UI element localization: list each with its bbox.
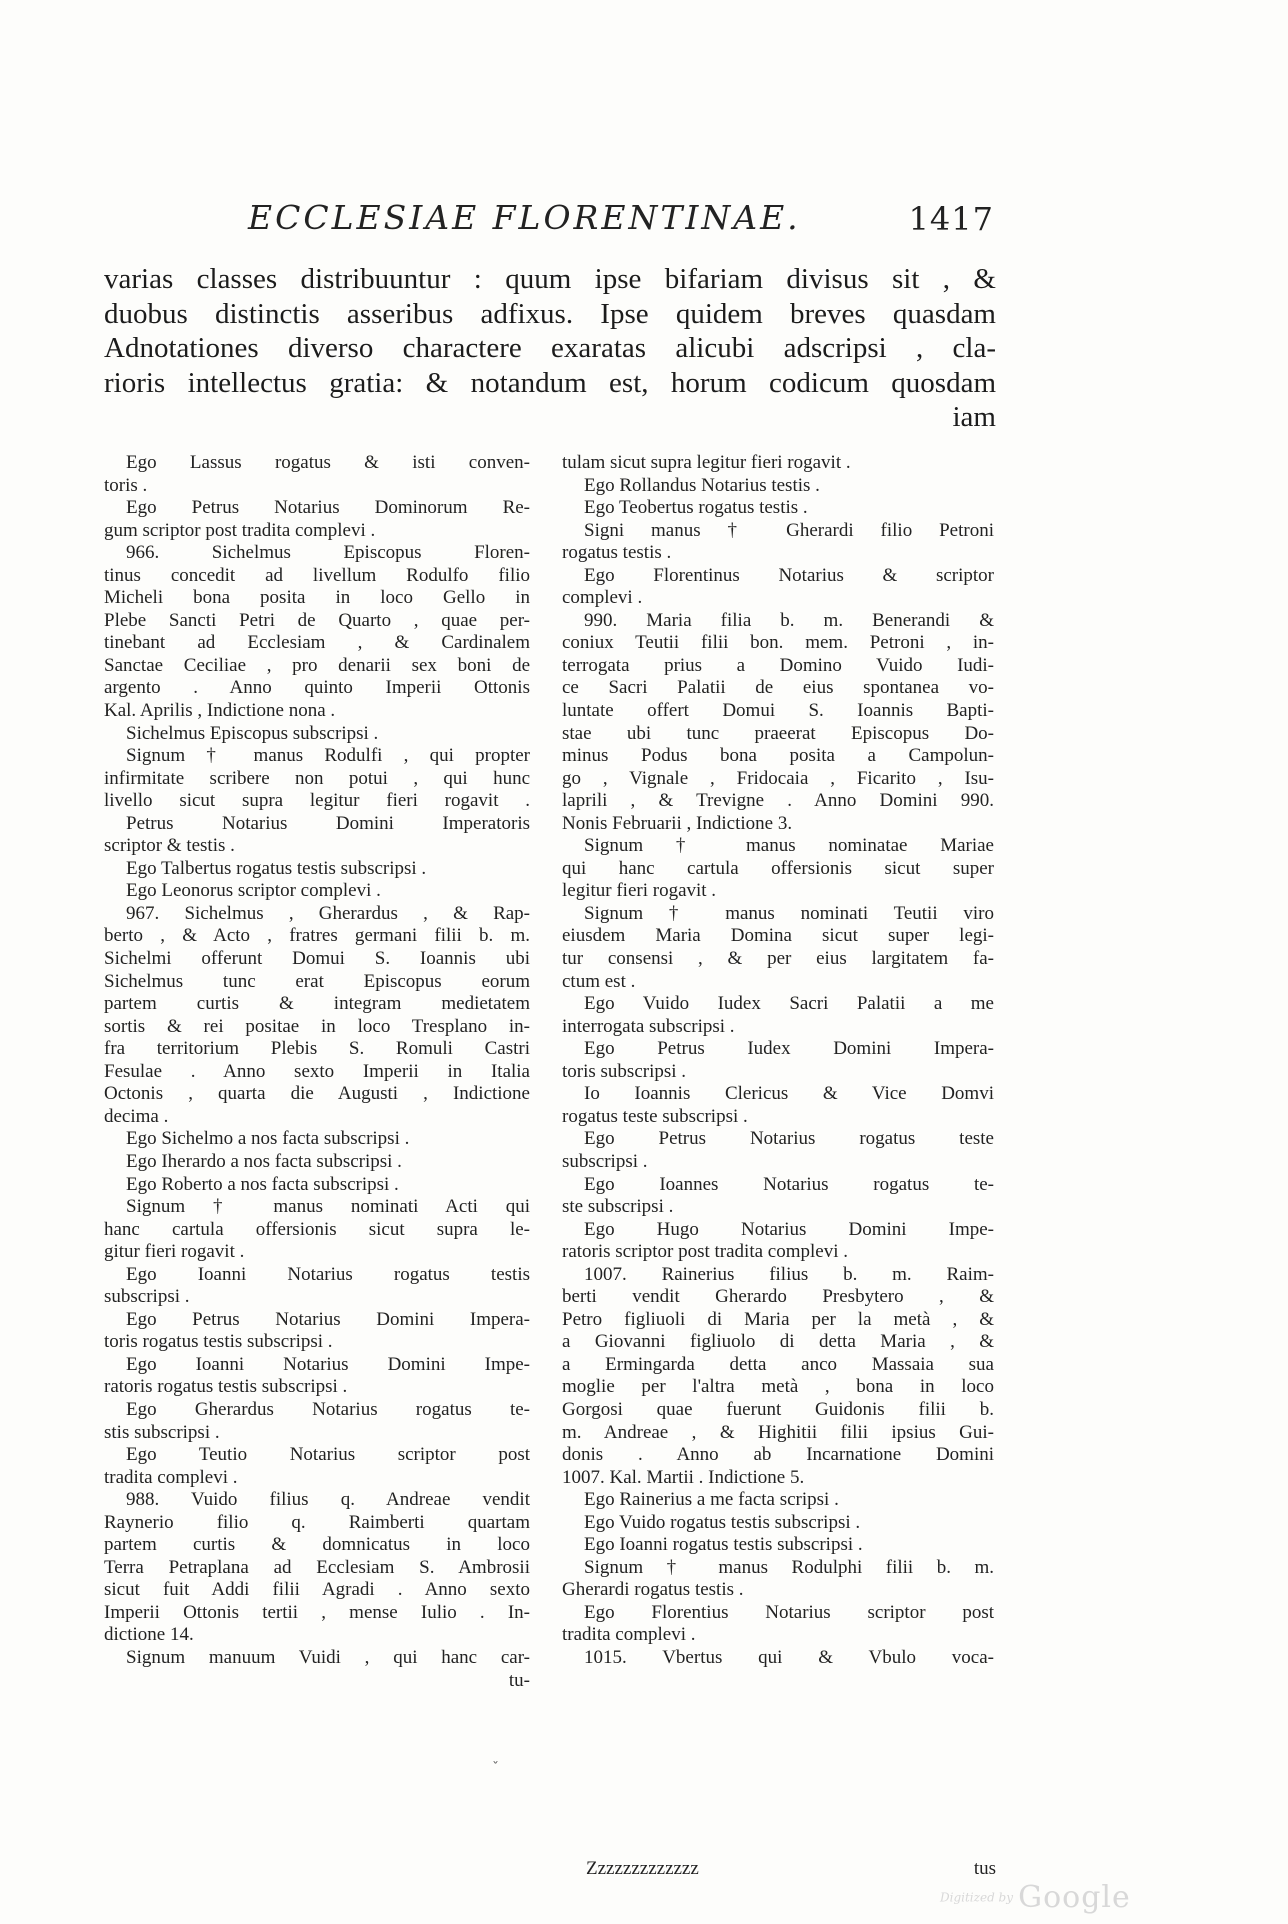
- text-line: gum scriptor post tradita complevi .: [104, 519, 376, 541]
- text-line: Ego Vuido Iudex Sacri Palatii a me: [584, 993, 994, 1015]
- text-line: toris rogatus testis subscripsi .: [104, 1331, 333, 1353]
- text-line: tinus concedit ad livellum Rodulfo filio: [104, 564, 530, 586]
- text-line: 988. Vuido filius q. Andreae vendit: [126, 1489, 530, 1511]
- text-line: partem curtis & domnicatus in loco: [104, 1534, 530, 1556]
- text-line: berti vendit Gherardo Presbytero , &: [562, 1286, 994, 1308]
- text-line: scriptor & testis .: [104, 835, 235, 857]
- text-line: infirmitate scribere non potui , qui hunc: [104, 767, 530, 789]
- text-line: Petrus Notarius Domini Imperatoris: [126, 812, 530, 834]
- text-line: tinebant ad Ecclesiam , & Cardinalem: [104, 632, 530, 654]
- text-line: Ego Ioannes Notarius rogatus te-: [584, 1173, 994, 1195]
- intro-line: rioris intellectus gratia: & notandum est, horum codicum quosdam: [104, 366, 996, 399]
- text-line: hanc cartula offersionis sicut supra le-: [104, 1218, 530, 1240]
- text-line: Micheli bona posita in loco Gello in: [104, 587, 530, 609]
- stray-mark: ˇ: [492, 1760, 499, 1776]
- text-line: coniux Teutii filii bon. mem. Petroni , in-: [562, 632, 994, 654]
- text-line: ste subscripsi .: [562, 1196, 674, 1218]
- text-line: complevi .: [562, 587, 643, 609]
- text-line: argento . Anno quinto Imperii Ottonis: [104, 677, 530, 699]
- watermark-small: Digitized by: [940, 1890, 1014, 1905]
- text-line: Sichelmus tunc erat Episcopus eorum: [104, 970, 530, 992]
- text-line: berto , & Acto , fratres germani filii b. m.: [104, 925, 530, 947]
- text-line: Ego Talbertus rogatus testis subscripsi .: [126, 857, 427, 879]
- text-line: Sichelmus Episcopus subscripsi .: [126, 722, 379, 744]
- text-line: 966. Sichelmus Episcopus Floren-: [126, 542, 530, 564]
- text-line: ratoris rogatus testis subscripsi .: [104, 1376, 348, 1398]
- text-line: Ego Leonorus scriptor complevi .: [126, 880, 381, 902]
- text-line: tur consensi , & per eius largitatem fa-: [562, 948, 994, 970]
- text-line: Ego Lassus rogatus & isti conven-: [126, 452, 530, 473]
- text-line: tulam sicut supra legitur fieri rogavit .: [562, 452, 851, 473]
- right-column: [562, 452, 994, 1670]
- text-line: 1007. Rainerius filius b. m. Raim-: [584, 1263, 994, 1285]
- text-line: Raynerio filio q. Raimberti quartam: [104, 1511, 530, 1533]
- footer-catchword: tus: [973, 1858, 996, 1879]
- text-line: Signi manus † Gherardi filio Petroni: [584, 519, 994, 541]
- text-line: Sanctae Ceciliae , pro denarii sex boni de: [104, 654, 530, 676]
- text-line: Gorgosi quae fuerunt Guidonis filii b.: [562, 1398, 994, 1420]
- text-line: ce Sacri Palatii de eius spontanea vo-: [562, 677, 994, 699]
- text-line: tradita complevi .: [104, 1466, 238, 1488]
- page-header: [248, 198, 994, 248]
- text-line: tu-: [508, 1669, 530, 1691]
- text-line: legitur fieri rogavit .: [562, 880, 717, 902]
- text-line: a Ermingarda detta anco Massaia sua: [562, 1353, 994, 1375]
- text-line: Imperii Ottonis tertii , mense Iulio . In-: [104, 1601, 530, 1623]
- running-title: ECCLESIAE FLORENTINAE.: [248, 198, 801, 237]
- text-line: 1007. Kal. Martii . Indictione 5.: [562, 1466, 805, 1488]
- text-line: stis subscripsi .: [104, 1421, 220, 1443]
- text-line: Ego Petrus Notarius Domini Impera-: [126, 1308, 530, 1330]
- text-line: Fesulae . Anno sexto Imperii in Italia: [104, 1060, 530, 1082]
- text-line: Ego Rollandus Notarius testis .: [584, 474, 820, 496]
- text-line: dictione 14.: [104, 1624, 194, 1646]
- digitization-watermark: [940, 1880, 1180, 1920]
- text-line: Signum † manus nominati Teutii viro: [584, 902, 994, 924]
- text-line: qui hanc cartula offersionis sicut super: [562, 857, 994, 879]
- text-line: Ego Ioanni rogatus testis subscripsi .: [584, 1534, 863, 1556]
- text-line: Signum † manus nominati Acti qui: [126, 1196, 530, 1218]
- text-line: m. Andreae , & Highitii filii ipsius Gui-: [562, 1421, 994, 1443]
- text-line: Gherardi rogatus testis .: [562, 1579, 744, 1601]
- intro-line: varias classes distribuuntur : quum ipse bifariam divisus sit , &: [104, 263, 996, 295]
- text-line: interrogata subscripsi .: [562, 1015, 735, 1037]
- text-line: ratoris scriptor post tradita complevi .: [562, 1241, 848, 1263]
- text-line: Ego Petrus Notarius Dominorum Re-: [126, 497, 530, 519]
- text-line: Ego Rainerius a me facta scripsi .: [584, 1489, 839, 1511]
- text-line: Ego Ioanni Notarius Domini Impe-: [126, 1353, 530, 1375]
- text-line: Ego Ioanni Notarius rogatus testis: [126, 1263, 530, 1285]
- text-line: gitur fieri rogavit .: [104, 1241, 245, 1263]
- text-line: Ego Gherardus Notarius rogatus te-: [126, 1398, 530, 1420]
- footer-line: [586, 1858, 996, 1880]
- intro-line: duobus distinctis asseribus adfixus. Ipse quidem breves quasdam: [104, 297, 996, 330]
- text-line: moglie per l'altra metà , bona in loco: [562, 1376, 994, 1398]
- text-line: Ego Teutio Notarius scriptor post: [126, 1444, 530, 1466]
- text-line: Terra Petraplana ad Ecclesiam S. Ambrosii: [104, 1556, 530, 1578]
- text-line: eiusdem Maria Domina sicut super legi-: [562, 925, 994, 947]
- text-line: toris .: [104, 474, 148, 496]
- text-line: Ego Iherardo a nos facta subscripsi .: [126, 1150, 402, 1172]
- text-line: Ego Petrus Notarius rogatus teste: [584, 1128, 994, 1150]
- intro-catchword: iam: [952, 401, 996, 433]
- text-line: a Giovanni figliuolo di detta Maria , &: [562, 1331, 994, 1353]
- text-line: subscripsi .: [562, 1150, 648, 1172]
- text-line: Signum manuum Vuidi , qui hanc car-: [126, 1646, 530, 1668]
- text-line: luntate offert Domui S. Ioannis Bapti-: [562, 700, 994, 722]
- left-column: [104, 452, 530, 1692]
- text-line: Ego Vuido rogatus testis subscripsi .: [584, 1511, 861, 1533]
- text-line: Octonis , quarta die Augusti , Indictione: [104, 1083, 530, 1105]
- text-line: Ego Petrus Iudex Domini Impera-: [584, 1038, 994, 1060]
- text-line: ctum est .: [562, 970, 636, 992]
- text-line: Ego Teobertus rogatus testis .: [584, 497, 808, 519]
- text-line: decima .: [104, 1105, 169, 1127]
- text-line: Ego Hugo Notarius Domini Impe-: [584, 1218, 994, 1240]
- text-line: Nonis Februarii , Indictione 3.: [562, 812, 793, 834]
- text-line: minus Podus bona posita a Campolun-: [562, 745, 994, 767]
- text-line: rogatus testis .: [562, 542, 672, 564]
- text-line: 967. Sichelmus , Gherardus , & Rap-: [126, 902, 530, 924]
- text-line: Ego Florentinus Notarius & scriptor: [584, 564, 994, 586]
- text-line: tradita complevi .: [562, 1624, 696, 1646]
- signature-mark: Zzzzzzzzzzzzz: [586, 1858, 699, 1879]
- text-line: rogatus teste subscripsi .: [562, 1105, 748, 1127]
- text-line: Kal. Aprilis , Indictione nona .: [104, 700, 336, 722]
- intro-paragraph: [104, 262, 996, 435]
- text-line: go , Vignale , Fridocaia , Ficarito , Isu-: [562, 767, 994, 789]
- text-line: stae ubi tunc praeerat Episcopus Do-: [562, 722, 994, 744]
- text-line: Petro figliuoli di Maria per la metà , &: [562, 1308, 994, 1330]
- text-line: Signum † manus nominatae Mariae: [584, 835, 994, 857]
- text-line: 1015. Vbertus qui & Vbulo voca-: [584, 1646, 994, 1668]
- text-line: partem curtis & integram medietatem: [104, 993, 530, 1015]
- text-line: donis . Anno ab Incarnatione Domini: [562, 1444, 994, 1466]
- text-line: toris subscripsi .: [562, 1060, 687, 1082]
- text-line: Ego Sichelmo a nos facta subscripsi .: [126, 1128, 410, 1150]
- text-line: livello sicut supra legitur fieri rogavit .: [104, 790, 530, 812]
- text-line: terrogata prius a Domino Vuido Iudi-: [562, 654, 994, 676]
- text-line: Ego Roberto a nos facta subscripsi .: [126, 1173, 399, 1195]
- text-line: sortis & rei positae in loco Tresplano in-: [104, 1015, 530, 1037]
- text-line: fra territorium Plebis S. Romuli Castri: [104, 1038, 530, 1060]
- text-line: 990. Maria filia b. m. Benerandi &: [584, 609, 994, 631]
- page-number: 1417: [908, 200, 994, 238]
- text-line: Sichelmi offerunt Domui S. Ioannis ubi: [104, 948, 530, 970]
- page-footer: [586, 1858, 996, 1880]
- text-line: Plebe Sancti Petri de Quarto , quae per-: [104, 609, 530, 631]
- text-line: laprili , & Trevigne . Anno Domini 990.: [562, 790, 994, 812]
- text-line: sicut fuit Addi filii Agradi . Anno sexto: [104, 1579, 530, 1601]
- intro-line: Adnotationes diverso charactere exaratas alicubi adscripsi , cla-: [104, 332, 996, 364]
- watermark-logo: Google: [1018, 1880, 1131, 1915]
- text-line: subscripsi .: [104, 1286, 190, 1308]
- text-line: Io Ioannis Clericus & Vice Domvi: [584, 1083, 994, 1105]
- text-line: Signum † manus Rodulphi filii b. m.: [584, 1556, 994, 1578]
- text-line: Signum † manus Rodulfi , qui propter: [126, 745, 530, 767]
- text-line: Ego Florentius Notarius scriptor post: [584, 1601, 994, 1623]
